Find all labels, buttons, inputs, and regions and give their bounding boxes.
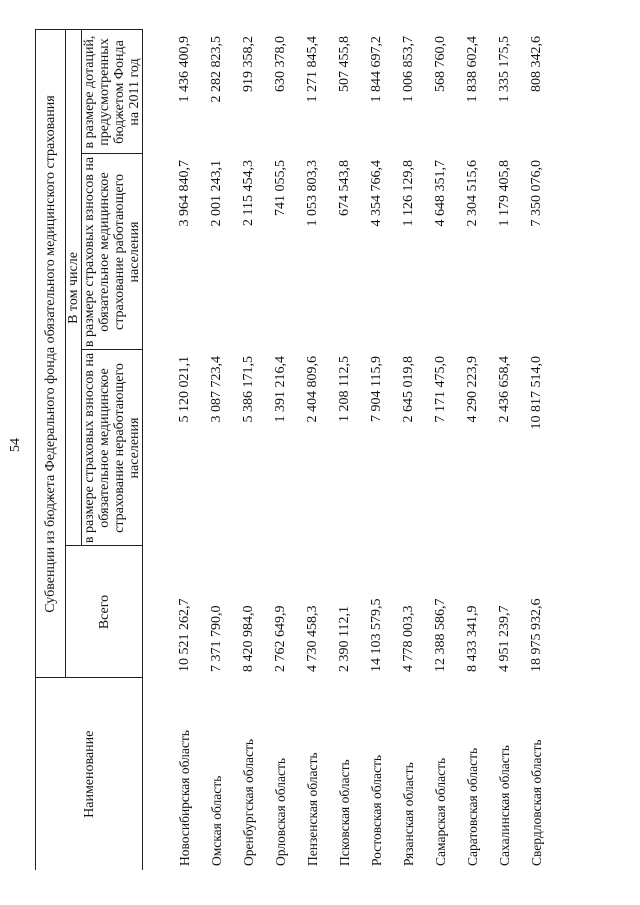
table-row <box>425 30 457 870</box>
header-grants: в размере дотаций, предусмотренных бюджетом Фонда на 2011 год <box>82 30 143 154</box>
total-cell: 7 371 790,0 <box>209 605 224 672</box>
header-name: Наименование <box>36 678 143 870</box>
table-row <box>169 30 201 870</box>
table-row <box>521 30 553 870</box>
working-cell: 741 055,5 <box>273 160 288 216</box>
working-cell: 1 126 129,8 <box>401 160 416 227</box>
total-cell: 2 390 112,1 <box>337 606 352 672</box>
nonworking-cell: 1 391 216,4 <box>273 356 288 423</box>
region-name-cell: Самарская область <box>433 757 448 866</box>
working-cell: 1 179 405,8 <box>497 160 512 227</box>
grants-cell: 1 436 400,9 <box>177 36 192 103</box>
table-row <box>297 30 329 870</box>
working-cell: 2 001 243,1 <box>209 160 224 227</box>
working-cell: 2 304 515,6 <box>465 160 480 227</box>
table-row <box>265 30 297 870</box>
nonworking-cell: 1 208 112,5 <box>337 356 352 422</box>
nonworking-cell: 7 904 115,9 <box>369 356 384 422</box>
header-subsidy-group: Субвенции из бюджета Федерального фонда обязательного медицинского страхования <box>36 30 66 678</box>
region-name-cell: Свердловская область <box>529 739 544 866</box>
grants-cell: 2 282 823,5 <box>209 36 224 103</box>
table-body <box>143 30 554 870</box>
table-row <box>329 30 361 870</box>
total-cell: 4 778 003,3 <box>401 605 416 672</box>
header-working: в размере страховых взносов на обязательное медицинское страхование работающего населения <box>82 154 143 350</box>
region-name-cell: Саратовская область <box>465 747 480 866</box>
total-cell: 4 730 458,3 <box>305 605 320 672</box>
subsidies-table <box>35 30 553 871</box>
table-row <box>457 30 489 870</box>
total-cell: 14 103 579,5 <box>369 598 384 672</box>
region-name-cell: Рязанская область <box>401 762 416 866</box>
total-cell: 12 388 586,7 <box>433 598 448 672</box>
region-name-cell: Сахалинская область <box>497 745 512 866</box>
nonworking-cell: 4 290 223,9 <box>465 356 480 423</box>
nonworking-cell: 7 171 475,0 <box>433 356 448 423</box>
nonworking-cell: 10 817 514,0 <box>529 356 544 430</box>
working-cell: 1 053 803,3 <box>305 160 320 227</box>
total-cell: 2 762 649,9 <box>273 605 288 672</box>
working-cell: 2 115 454,3 <box>241 160 256 226</box>
grants-cell: 507 455,8 <box>337 36 352 92</box>
grants-cell: 630 378,0 <box>273 36 288 92</box>
working-cell: 4 354 766,4 <box>369 160 384 227</box>
table-row <box>233 30 265 870</box>
nonworking-cell: 2 404 809,6 <box>305 356 320 423</box>
region-name-cell: Псковская область <box>337 759 352 866</box>
grants-cell: 1 006 853,7 <box>401 36 416 103</box>
grants-cell: 568 760,0 <box>433 36 448 92</box>
header-gap <box>143 30 170 870</box>
working-cell: 4 648 351,7 <box>433 160 448 227</box>
region-name-cell: Оренбургская область <box>241 738 256 866</box>
grants-cell: 1 838 602,4 <box>465 36 480 103</box>
nonworking-cell: 5 120 021,1 <box>177 356 192 423</box>
nonworking-cell: 5 386 171,5 <box>241 356 256 423</box>
working-cell: 7 350 076,0 <box>529 160 544 227</box>
working-cell: 3 964 840,7 <box>177 160 192 227</box>
region-name-cell: Орловская область <box>273 757 288 866</box>
region-name-cell: Новосибирская область <box>177 730 192 866</box>
header-including: В том числе <box>66 30 82 546</box>
working-cell: 674 543,8 <box>337 160 352 216</box>
region-name-cell: Пензенская область <box>305 752 320 866</box>
header-nonworking: в размере страховых взносов на обязательное медицинское страхование неработающего населения <box>82 350 143 546</box>
grants-cell: 919 358,2 <box>241 36 256 92</box>
grants-cell: 1 844 697,2 <box>369 36 384 103</box>
grants-cell: 1 271 845,4 <box>305 36 320 103</box>
table-row <box>489 30 521 870</box>
header-total: Всего <box>66 546 143 678</box>
total-cell: 18 975 932,6 <box>529 598 544 672</box>
total-cell: 4 951 239,7 <box>497 605 512 672</box>
total-cell: 8 420 984,0 <box>241 605 256 672</box>
total-cell: 10 521 262,7 <box>177 598 192 672</box>
table-row <box>361 30 393 870</box>
table-row <box>201 30 233 870</box>
total-cell: 8 433 341,9 <box>465 605 480 672</box>
nonworking-cell: 3 087 723,4 <box>209 356 224 423</box>
table-row <box>393 30 425 870</box>
region-name-cell: Ростовская область <box>369 755 384 866</box>
grants-cell: 808 342,6 <box>529 36 544 92</box>
table-header <box>36 30 143 870</box>
page-number: 54 <box>8 438 23 452</box>
nonworking-cell: 2 645 019,8 <box>401 356 416 423</box>
grants-cell: 1 335 175,5 <box>497 36 512 103</box>
nonworking-cell: 2 436 658,4 <box>497 356 512 423</box>
region-name-cell: Омская область <box>209 775 224 866</box>
